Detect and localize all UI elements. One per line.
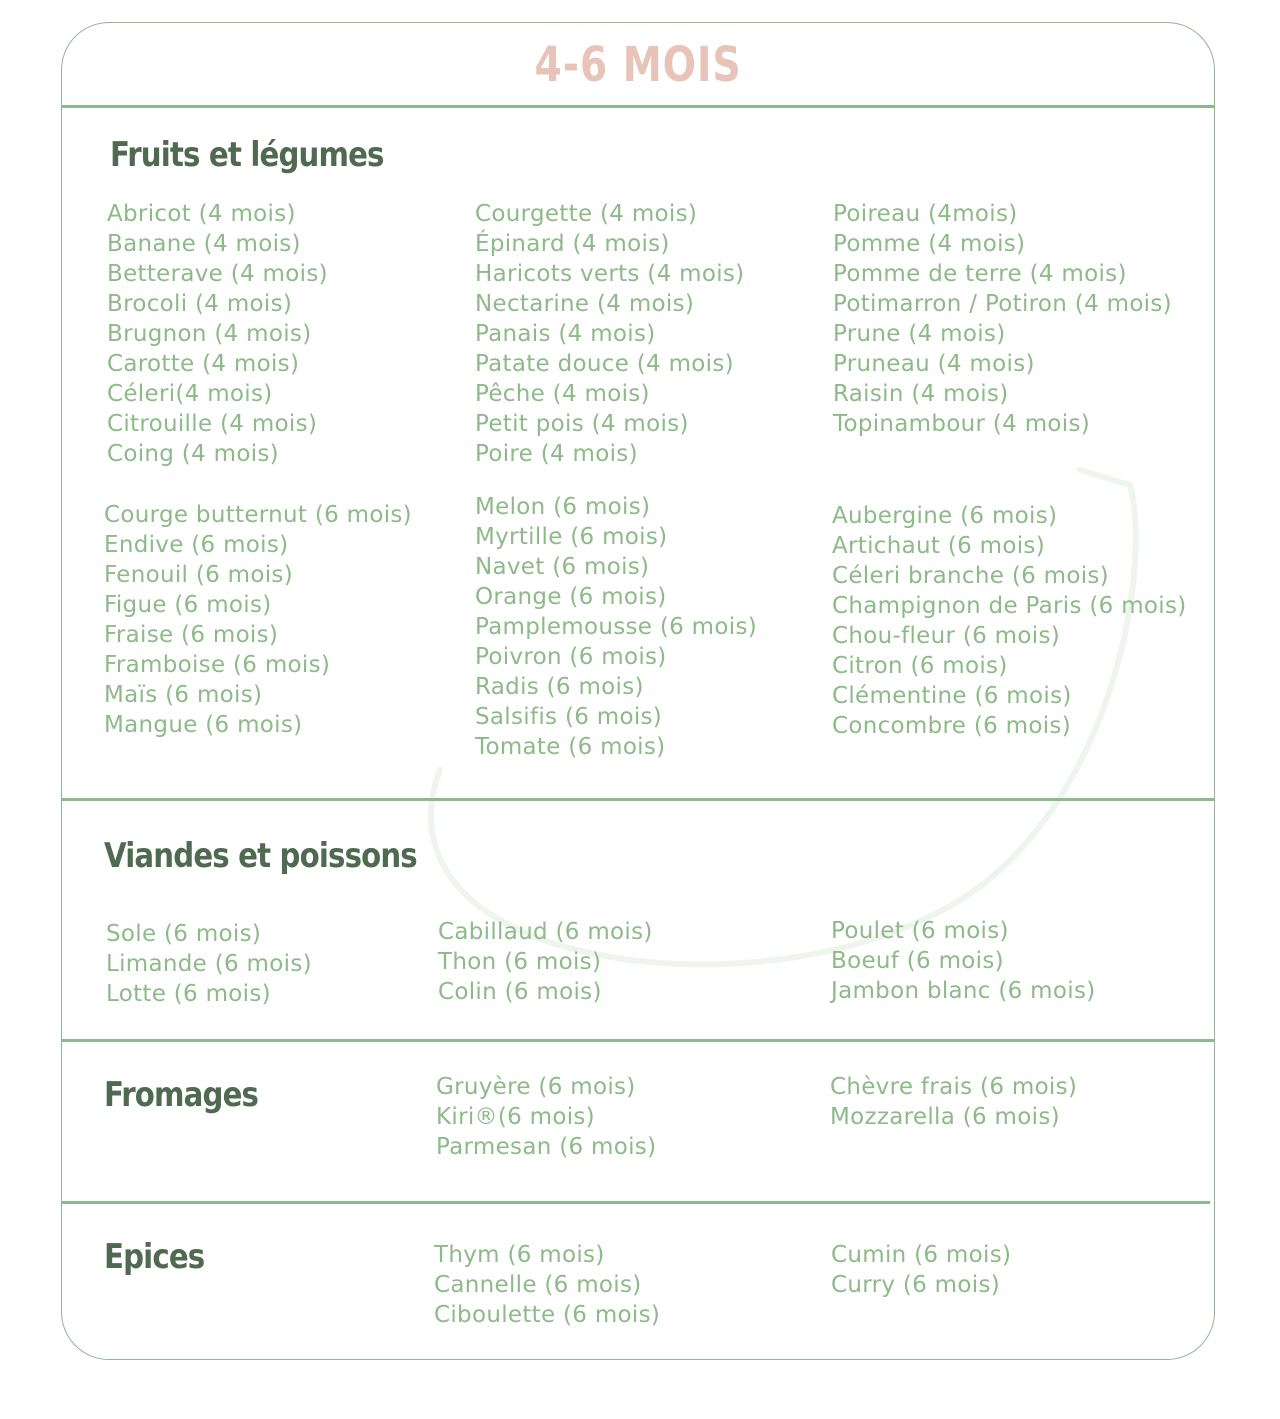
section-heading-fruits: Fruits et légumes — [110, 135, 384, 175]
food-item: Coing (4 mois) — [107, 441, 279, 467]
food-item: Fenouil (6 mois) — [104, 562, 293, 588]
fruits-list-4 — [104, 500, 412, 740]
food-item: Mangue (6 mois) — [104, 712, 303, 738]
food-item: Céleri(4 mois) — [107, 381, 273, 407]
food-item: Chèvre frais (6 mois) — [830, 1074, 1078, 1100]
food-item: Céleri branche (6 mois) — [832, 563, 1109, 589]
food-item: Ciboulette (6 mois) — [434, 1302, 661, 1328]
age-card — [61, 22, 1215, 1360]
food-item: Poulet (6 mois) — [831, 918, 1009, 944]
food-item: Courge butternut (6 mois) — [104, 502, 412, 528]
food-item: Pêche (4 mois) — [475, 381, 650, 407]
food-item: Figue (6 mois) — [104, 592, 272, 618]
section-heading-fromages: Fromages — [104, 1075, 259, 1115]
viandes-list-3 — [831, 916, 1096, 1006]
food-item: Maïs (6 mois) — [104, 682, 263, 708]
food-item: Lotte (6 mois) — [106, 981, 271, 1007]
food-item: Endive (6 mois) — [104, 532, 289, 558]
food-item: Salsifis (6 mois) — [475, 704, 663, 730]
food-item: Petit pois (4 mois) — [475, 411, 689, 437]
food-item: Épinard (4 mois) — [475, 231, 670, 257]
food-item: Nectarine (4 mois) — [475, 291, 695, 317]
fruits-list-2 — [475, 199, 744, 469]
food-item: Haricots verts (4 mois) — [475, 261, 745, 287]
food-item: Boeuf (6 mois) — [831, 948, 1004, 974]
food-item: Pamplemousse (6 mois) — [475, 614, 757, 640]
food-item: Champignon de Paris (6 mois) — [832, 593, 1187, 619]
food-item: Kiri®(6 mois) — [436, 1104, 595, 1130]
food-item: Curry (6 mois) — [831, 1272, 1001, 1298]
food-item: Poireau (4mois) — [833, 201, 1018, 227]
food-item: Tomate (6 mois) — [475, 734, 666, 760]
food-item: Pomme de terre (4 mois) — [833, 261, 1127, 287]
fruits-list-1 — [107, 199, 328, 469]
food-item: Betterave (4 mois) — [107, 261, 328, 287]
food-item: Melon (6 mois) — [475, 494, 651, 520]
fruits-list-5 — [475, 492, 757, 762]
food-item: Parmesan (6 mois) — [436, 1134, 657, 1160]
fruits-list-6 — [832, 501, 1187, 741]
food-item: Myrtille (6 mois) — [475, 524, 668, 550]
food-item: Cumin (6 mois) — [831, 1242, 1012, 1268]
food-item: Citron (6 mois) — [832, 653, 1008, 679]
food-item: Thon (6 mois) — [438, 949, 602, 975]
food-item: Brugnon (4 mois) — [107, 321, 312, 347]
food-item: Patate douce (4 mois) — [475, 351, 734, 377]
section-heading-epices: Epices — [104, 1237, 205, 1277]
food-item: Cabillaud (6 mois) — [438, 919, 653, 945]
epices-list-2 — [831, 1240, 1011, 1300]
section-heading-viandes: Viandes et poissons — [104, 836, 417, 876]
food-item: Banane (4 mois) — [107, 231, 301, 257]
food-item: Prune (4 mois) — [833, 321, 1006, 347]
food-item: Pomme (4 mois) — [833, 231, 1026, 257]
food-item: Carotte (4 mois) — [107, 351, 300, 377]
food-item: Radis (6 mois) — [475, 674, 644, 700]
food-item: Chou-fleur (6 mois) — [832, 623, 1061, 649]
food-item: Cannelle (6 mois) — [434, 1272, 642, 1298]
food-item: Limande (6 mois) — [106, 951, 312, 977]
divider — [62, 1039, 1215, 1042]
food-item: Concombre (6 mois) — [832, 713, 1071, 739]
viandes-list-2 — [438, 917, 653, 1007]
food-item: Brocoli (4 mois) — [107, 291, 293, 317]
food-item: Sole (6 mois) — [106, 921, 262, 947]
food-item: Raisin (4 mois) — [833, 381, 1009, 407]
food-item: Navet (6 mois) — [475, 554, 650, 580]
viandes-list-1 — [106, 919, 312, 1009]
food-item: Courgette (4 mois) — [475, 201, 698, 227]
food-item: Gruyère (6 mois) — [436, 1074, 636, 1100]
food-item: Panais (4 mois) — [475, 321, 656, 347]
food-item: Pruneau (4 mois) — [833, 351, 1035, 377]
fromages-list-2 — [830, 1072, 1077, 1132]
food-item: Colin (6 mois) — [438, 979, 602, 1005]
food-item: Topinambour (4 mois) — [833, 411, 1091, 437]
fromages-list-1 — [436, 1072, 656, 1162]
food-item: Potimarron / Potiron (4 mois) — [833, 291, 1172, 317]
food-item: Aubergine (6 mois) — [832, 503, 1058, 529]
food-item: Citrouille (4 mois) — [107, 411, 318, 437]
food-item: Thym (6 mois) — [434, 1242, 605, 1268]
food-item: Mozzarella (6 mois) — [830, 1104, 1060, 1130]
food-item: Abricot (4 mois) — [107, 201, 296, 227]
food-item: Orange (6 mois) — [475, 584, 667, 610]
food-item: Poivron (6 mois) — [475, 644, 667, 670]
divider — [62, 105, 1215, 108]
page-title: 4-6 MOIS — [534, 37, 742, 93]
fruits-list-3 — [833, 199, 1172, 439]
food-item: Fraise (6 mois) — [104, 622, 279, 648]
divider — [62, 798, 1215, 801]
food-item: Artichaut (6 mois) — [832, 533, 1045, 559]
food-item: Jambon blanc (6 mois) — [831, 978, 1096, 1004]
food-item: Framboise (6 mois) — [104, 652, 331, 678]
divider — [62, 1201, 1210, 1204]
food-item: Poire (4 mois) — [475, 441, 638, 467]
epices-list-1 — [434, 1240, 660, 1330]
food-item: Clémentine (6 mois) — [832, 683, 1072, 709]
